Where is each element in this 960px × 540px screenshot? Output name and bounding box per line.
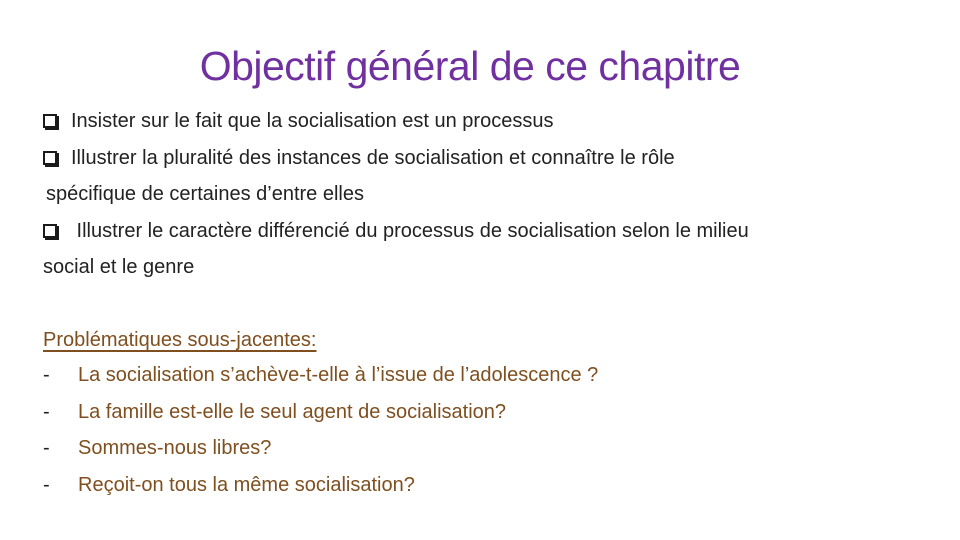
dash-bullet: -: [43, 364, 50, 386]
objective-text: Illustrer la pluralité des instances de socialisation et connaître le rôle: [71, 146, 675, 169]
objective-item: [43, 213, 923, 250]
checkbox-bullet-icon: [43, 114, 57, 128]
checkbox-bullet-icon: [43, 224, 57, 238]
slide-title: Objectif général de ce chapitre: [199, 43, 741, 89]
objective-continuation: [43, 249, 923, 286]
objective-text: social et le genre: [43, 256, 195, 278]
objectives-list: [43, 103, 923, 286]
checkbox-bullet-icon: [43, 151, 57, 165]
objective-text: Insister sur le fait que la socialisation est un processus: [71, 110, 554, 132]
question-text: Sommes-nous libres?: [78, 437, 272, 459]
dash-bullet: -: [43, 473, 50, 496]
dash-bullet: -: [43, 437, 50, 459]
question-item: [43, 467, 598, 504]
objective-item: [43, 103, 923, 140]
objective-continuation: [43, 176, 923, 213]
question-text: La famille est-elle le seul agent de socialisation?: [78, 400, 507, 423]
questions-heading: Problématiques sous-jacentes:: [43, 329, 317, 351]
objective-item: [43, 140, 923, 177]
question-item: [43, 357, 598, 394]
objective-text: Illustrer le caractère différencié du processus de socialisation selon le milieu: [71, 219, 749, 242]
questions-list: [43, 357, 598, 503]
question-item: [43, 430, 598, 467]
question-item: [43, 394, 598, 431]
dash-bullet: -: [43, 400, 50, 423]
question-text: La socialisation s’achève-t-elle à l’issue de l’adolescence ?: [78, 364, 599, 386]
question-text: Reçoit-on tous la même socialisation?: [78, 473, 415, 496]
objective-text: spécifique de certaines d’entre elles: [46, 183, 364, 205]
